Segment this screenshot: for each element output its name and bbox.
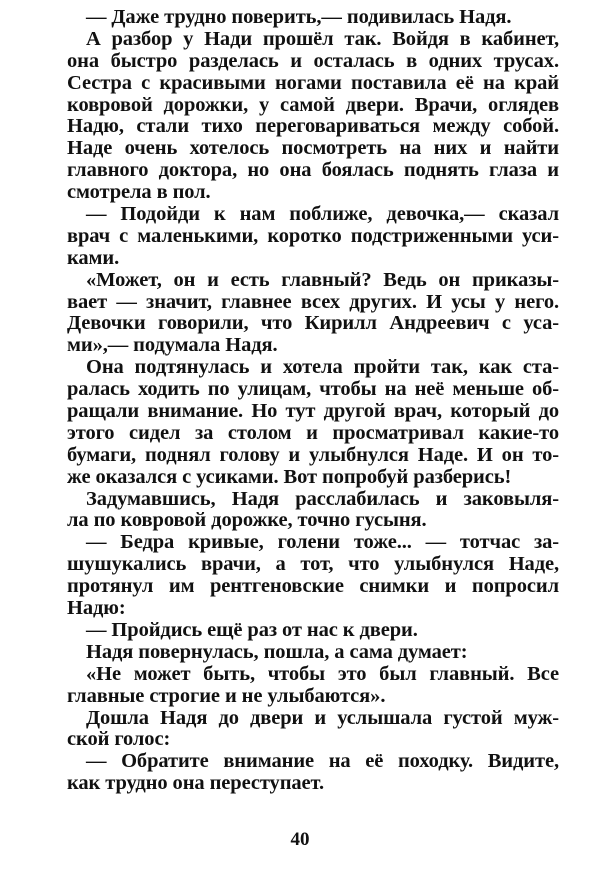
text-line: — Бедра кривые, голени тоже... — тотчас за-: [86, 531, 559, 554]
text-line: же оказался с усиками. Вот попробуй разберись!: [67, 465, 512, 488]
text-line: смотрела в пол.: [67, 181, 211, 204]
paragraph: [67, 357, 559, 488]
body-text: [67, 7, 559, 795]
text-line: она быстро разделась и осталась в одних трусах.: [67, 49, 559, 72]
paragraph: [67, 204, 559, 270]
paragraph: [67, 29, 559, 204]
text-line: шушукались врачи, а тот, что улыбнулся Наде,: [67, 553, 559, 576]
text-line: Надю:: [67, 597, 126, 620]
text-line: «Не может быть, чтобы это был главный. Все: [86, 662, 559, 685]
page-number: 40: [290, 829, 310, 850]
text-line: А разбор у Нади прошёл так. Войдя в кабинет,: [86, 27, 559, 50]
text-line: главного доктора, но она боялась поднять глаза и: [67, 159, 559, 182]
text-line: ми»,— подумала Надя.: [67, 334, 278, 357]
text-line: — Даже трудно поверить,— подивилась Надя.: [86, 6, 512, 28]
paragraph: [67, 751, 559, 795]
text-line: протянул им рентгеновские снимки и попросил: [67, 575, 559, 598]
paragraph: [67, 489, 559, 533]
text-line: ковровой дорожки, у самой двери. Врачи, оглядев: [67, 93, 559, 116]
text-line: — Пройдись ещё раз от нас к двери.: [86, 618, 418, 641]
text-line: ской голос:: [67, 728, 171, 751]
paragraph: [67, 664, 559, 708]
text-line: ками.: [67, 246, 120, 269]
text-line: как трудно она переступает.: [67, 772, 325, 795]
text-line: Она подтянулась и хотела пройти так, как ста-: [86, 356, 559, 379]
paragraph: [67, 620, 559, 642]
text-line: Сестра с красивыми ногами поставила её на край: [67, 71, 559, 94]
text-line: «Может, он и есть главный? Ведь он приказы-: [86, 268, 559, 291]
text-line: ращали внимание. Но тут другой врач, который до: [67, 400, 559, 423]
text-line: ралась ходить по улицам, чтобы на неё меньше об-: [67, 378, 559, 401]
text-line: Дошла Надя до двери и услышала густой муж-: [86, 706, 559, 729]
text-line: врач с маленькими, коротко подстриженными уси-: [67, 224, 559, 247]
paragraph: [67, 7, 559, 29]
paragraph: [67, 532, 559, 620]
text-line: — Обратите внимание на её походку. Видите,: [86, 750, 559, 773]
text-line: Надю, стали тихо переговариваться между собой.: [67, 115, 559, 138]
text-line: Наде очень хотелось посмотреть на них и найти: [67, 137, 559, 160]
text-line: этого сидел за столом и просматривал какие-то: [67, 421, 559, 444]
paragraph: [67, 708, 559, 752]
text-line: Задумавшись, Надя расслабилась и заковыля-: [86, 487, 559, 510]
paragraph: [67, 270, 559, 358]
text-line: Девочки говорили, что Кирилл Андреевич с уса-: [67, 312, 559, 335]
text-line: бумаги, поднял голову и улыбнулся Наде. И он то-: [67, 443, 559, 466]
paragraph: [67, 642, 559, 664]
text-line: — Подойди к нам поближе, девочка,— сказал: [86, 203, 559, 226]
text-line: вает — значит, главнее всех других. И усы у него.: [67, 290, 559, 313]
text-line: ла по ковровой дорожке, точно гусыня.: [67, 509, 427, 532]
text-line: Надя повернулась, пошла, а сама думает:: [86, 640, 468, 663]
text-line: главные строгие и не улыбаются».: [67, 684, 386, 707]
